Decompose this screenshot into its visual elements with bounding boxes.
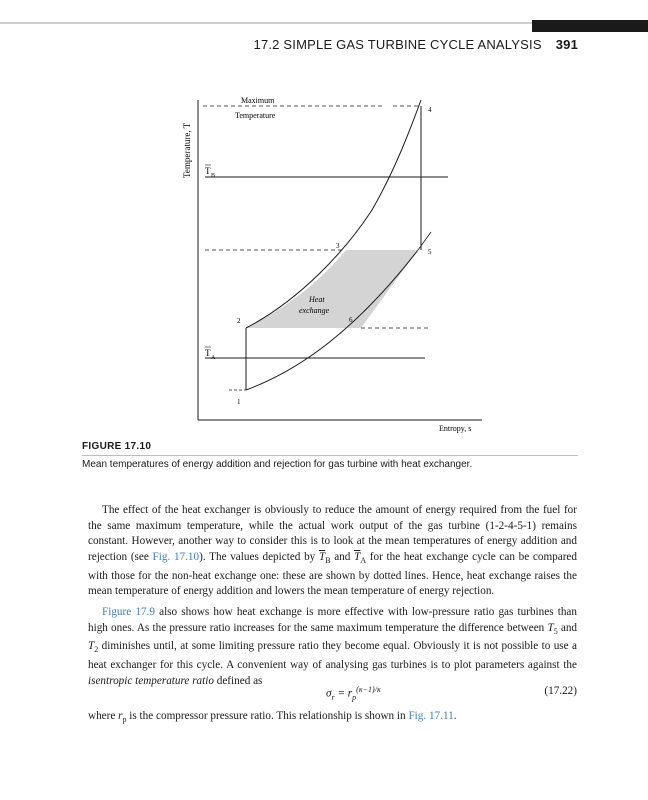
ylabel: Temperature, T	[182, 122, 192, 178]
fig-link-3[interactable]: Fig. 17.11	[408, 710, 454, 722]
figure-caption-text: Mean temperatures of energy addition and rejection for gas turbine with heat exchanger.	[82, 459, 473, 470]
ta-label: T	[205, 348, 211, 358]
fig-link[interactable]: Fig. 17.10	[152, 550, 200, 563]
ts-diagram	[0, 80, 648, 435]
paragraph-2: Figure 17.9 also shows how heat exchange is more effective with low-pressure ratio gas turbines than high ones. As the pressure ratio increases for the same maximum temperature the difference between $T_5$ and $T_2$ diminishes until, at some limiting pressure ratio they become equal. Obviously it is not possible to use a heat exchanger for this cycle. A convenient way of analysing gas turbines is to plot parameters against the isentropic temperature ratio defined as	[88, 606, 578, 687]
point-6: 6	[349, 316, 353, 324]
paragraph-3: where $r_p$ is the compressor pressure ratio. This relationship is shown in Fig. 17.11.	[88, 710, 457, 725]
xlabel: Entropy, s	[439, 424, 472, 433]
ta-sub: A	[211, 355, 216, 361]
figure-caption-title: FIGURE 17.10	[82, 441, 152, 452]
caption-rule	[82, 455, 578, 456]
equation-17-22	[88, 683, 577, 703]
top-tab	[532, 20, 648, 32]
paragraph-1: The effect of the heat exchanger is obviously to reduce the amount of energy required from the fuel for the same maximum temperature, while the actual work output of the gas turbine (1-2-4-5-1) remains constant. However, another way to consider this is to look at the mean temperatures of energy addition and rejection (see Fig. 17.10). The values depicted by $\overline{T}_B$ and $\overline{T}_A$ for the heat exchange cycle can be compared with those for the non-heat exchange one: these are shown by dotted lines. Hence, heat exchange raises the mean temperature of energy addition and lowers the mean temperature of energy rejection.	[88, 504, 577, 598]
point-2: 2	[237, 317, 241, 325]
equation-number: (17.22)	[544, 685, 577, 697]
point-5: 5	[428, 248, 432, 256]
max-label-2: Temperature	[235, 111, 276, 120]
equation-formula: $\sigma_r = r_p^{(\kappa-1)/\kappa}$	[326, 685, 381, 702]
point-3: 3	[336, 242, 340, 250]
running-header	[0, 37, 578, 52]
max-label-1: Maximum	[241, 96, 275, 105]
fig-link-2[interactable]: Figure 17.9	[102, 606, 155, 618]
heat-exchange-region	[246, 250, 418, 328]
page-number: 391	[555, 37, 578, 52]
section-title: 17.2 SIMPLE GAS TURBINE CYCLE ANALYSIS	[253, 37, 542, 52]
tb-label: T	[205, 166, 211, 176]
heat-label-2: exchange	[299, 306, 330, 315]
heat-label-1: Heat	[309, 295, 325, 304]
point-4: 4	[428, 106, 432, 114]
tb-sub: B	[211, 173, 216, 179]
point-1: 1	[237, 398, 241, 406]
